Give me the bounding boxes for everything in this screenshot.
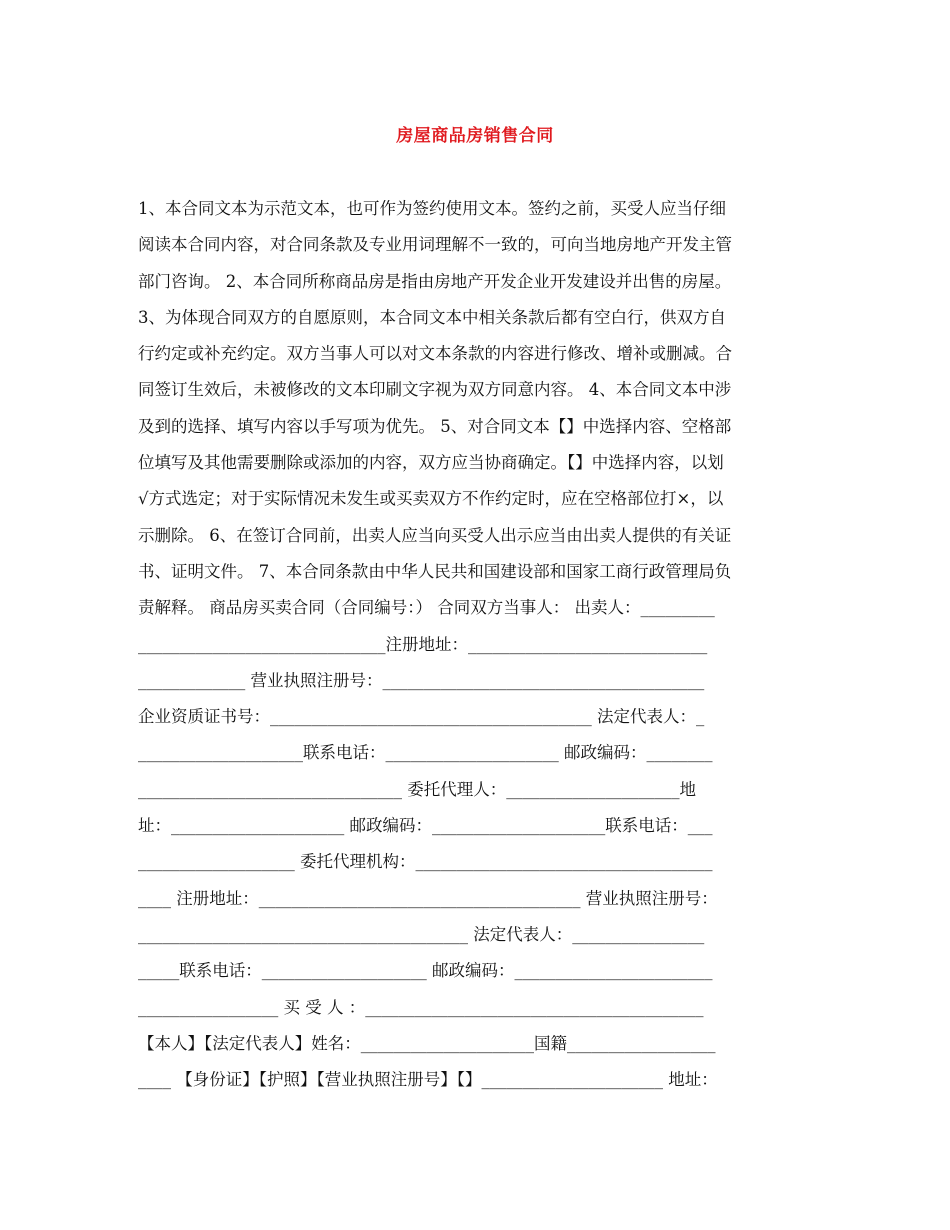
text-line: _____联系电话：____________________ 邮政编码：________________________ [138, 961, 713, 981]
text-line: 位填写及其他需要删除或添加的内容，双方应当协商确定。【】中选择内容，以划 [138, 453, 724, 473]
text-line: ________________________________ 委托代理人：_____________________地 [138, 779, 696, 799]
document-title: 房屋商品房销售合同 [396, 126, 554, 146]
text-line: 责解释。 商品房买卖合同（合同编号：） 合同双方当事人： 出卖人：_________ [138, 598, 715, 618]
text-line: 及到的选择、填写内容以手写项为优先。 5、对合同文本【】中选择内容、空格部 [138, 416, 732, 436]
contract-body [138, 191, 812, 1098]
text-line: ______________________________注册地址：_____________________________ [138, 634, 708, 654]
text-line: ________________________________________ 法定代表人：________________ [138, 924, 705, 944]
text-line: 部门咨询。 2、本合同所称商品房是指由房地产开发企业开发建设并出售的房屋。 [138, 271, 732, 291]
text-line: 【本人】【法定代表人】姓名：_____________________国籍__________________ [138, 1033, 716, 1053]
text-line: ____ 【身份证】【护照】【营业执照注册号】【】______________________ 地址： [138, 1070, 718, 1090]
text-line: 址：_____________________ 邮政编码：_____________________联系电话：___ [138, 816, 713, 836]
text-line: 1、本合同文本为示范文本，也可作为签约使用文本。签约之前，买受人应当仔细 [138, 199, 726, 218]
text-line: 企业资质证书号：_______________________________________ 法定代表人：_ [138, 707, 705, 727]
text-line: 书、证明文件。 7、本合同条款由中华人民共和国建设部和国家工商行政管理局负 [138, 561, 732, 581]
text-line: 同签订生效后，未被修改的文本印刷文字视为双方同意内容。 4、本合同文本中涉 [138, 380, 732, 400]
text-line: ___________________ 委托代理机构：____________________________________ [138, 852, 713, 872]
text-line: ____________________联系电话：_____________________ 邮政编码：________ [138, 743, 713, 763]
text-line: 3、为体现合同双方的自愿原则，本合同文本中相关条款后都有空白行，供双方自 [138, 307, 726, 327]
text-line: 阅读本合同内容，对合同条款及专业用词理解不一致的，可向当地房地产开发主管 [138, 235, 732, 255]
text-line: 行约定或补充约定。双方当事人可以对文本条款的内容进行修改、增补或删减。合 [138, 344, 732, 364]
text-line: _________________ 买 受 人 ：_________________________________________ [138, 997, 704, 1017]
text-line: √方式选定；对于实际情况未发生或买卖双方不作约定时，应在空格部位打×，以 [138, 489, 724, 509]
text-line: ____ 注册地址：_______________________________________ 营业执照注册号： [138, 888, 718, 908]
text-line: _____________ 营业执照注册号：_______________________________________ [138, 670, 705, 690]
text-line: 示删除。 6、在签订合同前，出卖人应当向买受人出示应当由出卖人提供的有关证 [138, 525, 732, 545]
